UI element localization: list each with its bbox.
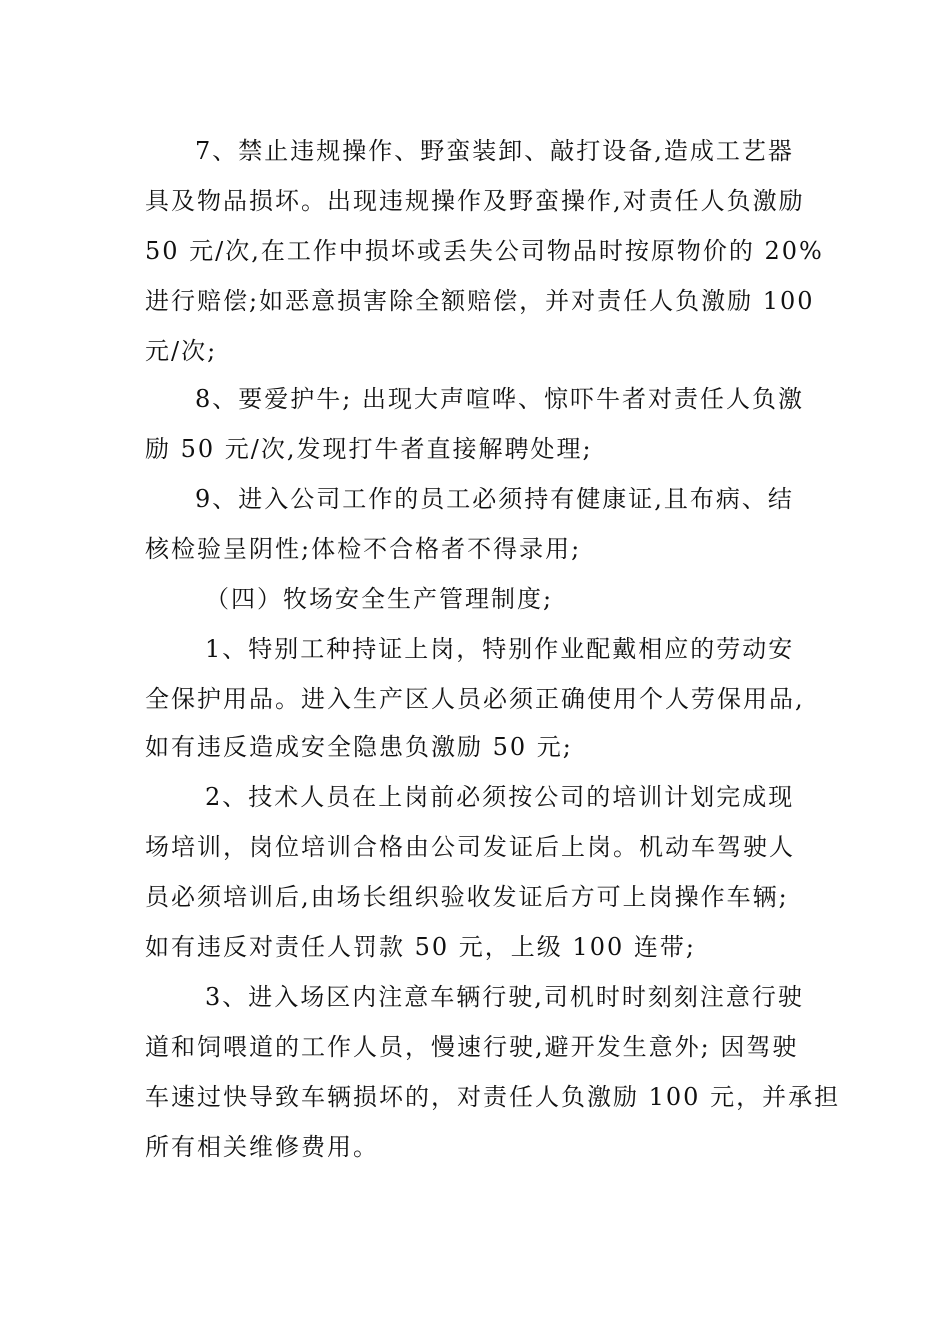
paragraph-line: 2、技术人员在上岗前必须按公司的培训计划完成现 [205,783,795,811]
paragraph-line: 场培训，岗位培训合格由公司发证后上岗。机动车驾驶人 [145,833,795,861]
paragraph-line: 励 50 元/次,发现打牛者直接解聘处理; [145,435,593,463]
paragraph-line: 如有违反对责任人罚款 50 元，上级 100 连带; [145,933,696,961]
paragraph-line: 如有违反造成安全隐患负激励 50 元; [145,733,573,761]
paragraph-line: 1、特别工种持证上岗，特别作业配戴相应的劳动安 [205,635,795,663]
paragraph-line: 50 元/次,在工作中损坏或丢失公司物品时按原物价的 20% [145,237,824,265]
section-heading: （四）牧场安全生产管理制度; [205,585,554,613]
paragraph-line: 员必须培训后,由场长组织验收发证后方可上岗操作车辆; [145,883,789,911]
paragraph-line: 进行赔偿;如恶意损害除全额赔偿，并对责任人负激励 100 [145,287,815,315]
paragraph-line: 7、禁止违规操作、野蛮装卸、敲打设备,造成工艺器 [195,137,794,165]
paragraph-line: 核检验呈阴性;体检不合格者不得录用; [145,535,582,563]
paragraph-line: 元/次; [145,337,218,365]
paragraph-line: 车速过快导致车辆损坏的，对责任人负激励 100 元，并承担 [145,1083,841,1111]
paragraph-line: 8、要爱护牛; 出现大声喧哗、惊吓牛者对责任人负激 [195,385,804,413]
paragraph-line: 9、进入公司工作的员工必须持有健康证,且布病、结 [195,485,794,513]
paragraph-line: 道和饲喂道的工作人员，慢速行驶,避开发生意外; 因驾驶 [145,1033,799,1061]
paragraph-line: 所有相关维修费用。 [145,1133,379,1161]
paragraph-line: 3、进入场区内注意车辆行驶,司机时时刻刻注意行驶 [205,983,804,1011]
paragraph-line: 具及物品损坏。出现违规操作及野蛮操作,对责任人负激励 [145,187,805,215]
paragraph-line: 全保护用品。进入生产区人员必须正确使用个人劳保用品, [145,685,805,713]
